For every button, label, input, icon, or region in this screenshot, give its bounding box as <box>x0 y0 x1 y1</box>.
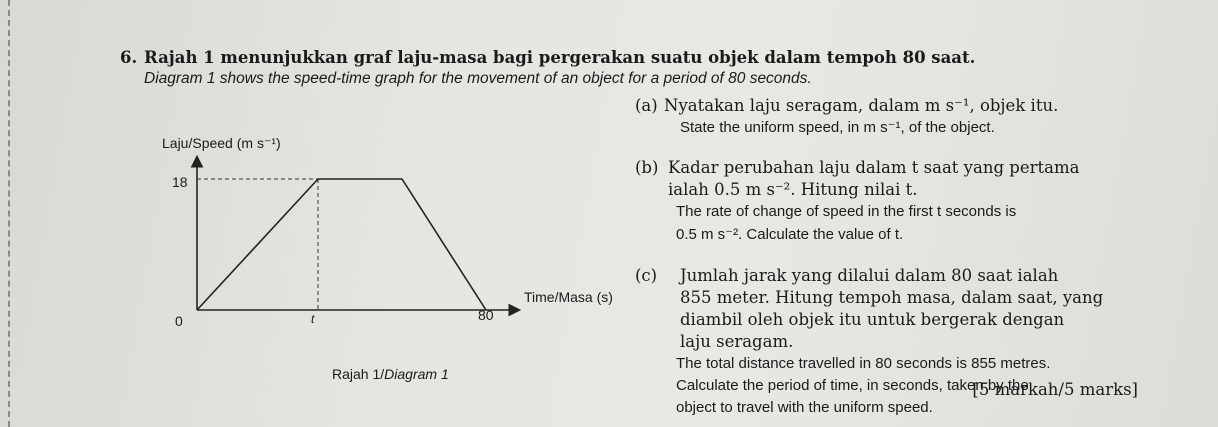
x-tick-label-t: t <box>311 312 315 326</box>
part-c-malay-line-2: 855 meter. Hitung tempoh masa, dalam saat, yang <box>680 288 1104 307</box>
marks-allocation: [5 markah/5 marks] <box>972 380 1138 399</box>
part-b-malay-line-2: ialah 0.5 m s⁻². Hitung nilai t. <box>668 180 918 199</box>
part-a-malay-line-1: Nyatakan laju seragam, dalam m s⁻¹, objek itu. <box>664 96 1059 115</box>
part-b-english-line-1: The rate of change of speed in the first t seconds is <box>676 203 1017 220</box>
part-c-malay-line-1: Jumlah jarak yang dilalui dalam 80 saat ialah <box>680 266 1059 285</box>
y-axis-label: Laju/Speed (m s⁻¹) <box>162 135 281 151</box>
origin-label: 0 <box>175 313 183 329</box>
diagram-caption-english: Diagram 1 <box>384 366 449 382</box>
diagram-caption <box>332 366 449 382</box>
part-a-english-line-1: State the uniform speed, in m s⁻¹, of the object. <box>680 119 995 136</box>
part-b-malay-line-1: Kadar perubahan laju dalam t saat yang pertama <box>668 158 1080 177</box>
part-c-english-line-2: Calculate the period of time, in seconds, taken by the <box>676 377 1029 394</box>
part-c-english-line-3: object to travel with the uniform speed. <box>676 399 933 416</box>
part-a-label: (a) <box>635 96 658 115</box>
question-text-english: Diagram 1 shows the speed-time graph for the movement of an object for a period of 80 seconds. <box>144 70 812 87</box>
part-b-english-line-2: 0.5 m s⁻². Calculate the value of t. <box>676 226 904 243</box>
part-c-malay-line-3: diambil oleh objek itu untuk bergerak dengan <box>680 310 1065 329</box>
part-c-english-line-1: The total distance travelled in 80 seconds is 855 metres. <box>676 355 1051 372</box>
page-margin-line <box>8 0 10 427</box>
part-b-label: (b) <box>635 158 659 177</box>
part-c-malay-line-4: laju seragam. <box>680 332 794 351</box>
question-number: 6. <box>120 48 138 67</box>
x-axis-label: Time/Masa (s) <box>524 289 613 305</box>
diagram-caption-malay: Rajah 1/ <box>332 366 385 382</box>
y-tick-label-18: 18 <box>172 174 188 190</box>
speed-time-line <box>197 179 486 310</box>
x-tick-label-80: 80 <box>478 307 494 323</box>
part-c-label: (c) <box>635 266 658 285</box>
question-text-malay: Rajah 1 menunjukkan graf laju-masa bagi pergerakan suatu objek dalam tempoh 80 saat. <box>144 48 976 67</box>
